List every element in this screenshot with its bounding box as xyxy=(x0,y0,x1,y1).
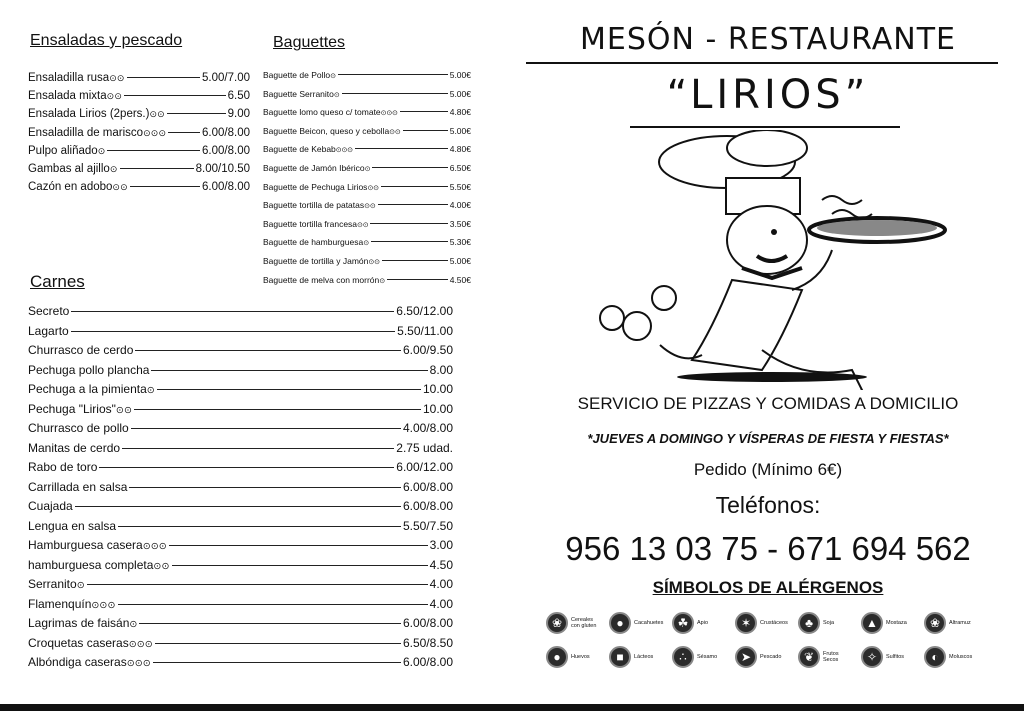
allergen-label: Lácteos xyxy=(634,654,654,660)
menu-item xyxy=(263,182,471,192)
allergen-label: Crustáceos xyxy=(760,620,788,626)
leader-line xyxy=(372,167,447,168)
menu-item-price: 6.00/8.00 xyxy=(402,655,453,669)
menu-item xyxy=(28,616,453,630)
leader-line xyxy=(155,643,401,644)
menu-item xyxy=(28,304,453,318)
menu-item-price: 6.50 xyxy=(227,90,250,103)
menu-item-price: 6.00/8.00 xyxy=(202,181,250,194)
menu-item-name: Ensalada Lirios (2pers.) xyxy=(28,108,150,121)
allergen-item xyxy=(798,646,853,668)
phone-numbers[interactable]: 956 13 03 75 - 671 694 562 xyxy=(565,530,971,567)
menu-item-price: 5.30€ xyxy=(449,237,471,248)
menu-item xyxy=(28,636,453,650)
header-line1: MESÓN - RESTAURANTE xyxy=(579,22,957,57)
menu-item xyxy=(28,343,453,357)
allergen-item xyxy=(609,612,663,634)
leader-line xyxy=(342,93,448,94)
menu-item xyxy=(263,126,471,136)
menu-item-price: 5.00€ xyxy=(449,256,471,266)
leader-line xyxy=(403,130,448,131)
menu-item-price: 4.00/8.00 xyxy=(402,421,453,435)
allergen-label: Cacahuetes xyxy=(634,620,664,626)
menu-item xyxy=(263,144,471,154)
allergen-marks: ⊙ xyxy=(363,240,369,248)
allergen-marks: ⊙ xyxy=(109,164,118,174)
menu-item xyxy=(28,181,250,193)
allergen-marks: ⊙⊙⊙ xyxy=(126,658,151,669)
menu-item-name: Hamburguesa casera xyxy=(28,538,143,552)
menu-item xyxy=(28,145,250,157)
menu-item-name: Baguette de Pechuga Lirios xyxy=(263,181,368,192)
menu-item-name: Rabo de toro xyxy=(28,460,98,474)
menu-item-name: Cuajada xyxy=(28,499,73,513)
leader-line xyxy=(135,350,401,351)
allergens-title: SÍMBOLOS DE ALÉRGENOS xyxy=(652,578,884,597)
leader-line xyxy=(151,370,427,371)
service-line: SERVICIO DE PIZZAS Y COMIDAS A DOMICILIO xyxy=(577,394,959,413)
menu-item-name: hamburguesa completa xyxy=(28,557,154,572)
menu-item-price: 4.50 xyxy=(429,557,453,572)
leader-line xyxy=(107,150,200,151)
leader-line xyxy=(338,74,448,75)
egg-icon: ● xyxy=(546,646,568,668)
menu-item-name: Carrillada en salsa xyxy=(28,479,128,494)
menu-item xyxy=(263,200,471,210)
menu-item-price: 10.00 xyxy=(422,401,453,416)
leader-line xyxy=(118,604,428,605)
allergen-marks: ⊙⊙⊙ xyxy=(142,541,167,552)
menu-item xyxy=(28,163,250,175)
leader-line xyxy=(400,111,448,112)
allergen-marks: ⊙⊙ xyxy=(115,404,132,416)
menu-item xyxy=(28,499,453,513)
menu-item-price: 6.50/12.00 xyxy=(396,304,453,318)
allergen-label: Frutos Secos xyxy=(823,651,839,663)
allergen-label: Huevos xyxy=(571,654,590,660)
allergen-marks: ⊙ xyxy=(97,145,106,156)
allergen-marks: ⊙⊙ xyxy=(368,259,380,266)
menu-item-name: Albóndiga caseras xyxy=(28,655,127,669)
menu-item-price: 5.00€ xyxy=(449,70,471,80)
menu-item xyxy=(28,90,250,102)
leader-line xyxy=(139,623,401,624)
menu-item-name: Baguette de hamburguesa xyxy=(263,237,364,248)
menu-item-price: 6.00/8.00 xyxy=(402,616,453,630)
menu-item-name: Serranito xyxy=(28,577,77,591)
menu-item-price: 5.00€ xyxy=(449,125,471,136)
menu-item-price: 4.00 xyxy=(429,577,453,591)
menu-item-price: 6.00/9.50 xyxy=(402,343,453,357)
allergen-item xyxy=(924,612,971,634)
carnes-title: Carnes xyxy=(30,272,85,291)
leader-line xyxy=(153,662,401,663)
menu-item xyxy=(28,655,453,669)
peanut-icon: ● xyxy=(609,612,631,634)
menu-item xyxy=(263,107,471,117)
allergen-marks: ⊙ xyxy=(76,580,85,591)
menu-item-name: Baguette Serranito xyxy=(263,88,334,99)
wheat-icon: ❀ xyxy=(546,612,568,634)
menu-item xyxy=(263,275,471,285)
leader-line xyxy=(71,311,394,312)
allergen-marks: ⊙⊙ xyxy=(364,203,376,211)
menu-item xyxy=(263,89,471,99)
allergen-marks: ⊙ xyxy=(330,73,336,80)
menu-item-price: 6.00/8.00 xyxy=(402,479,453,494)
minimum-order: Pedido (Mínimo 6€) xyxy=(693,460,843,479)
menu-item xyxy=(28,363,453,377)
milk-icon: ■ xyxy=(609,646,631,668)
menu-item-price: 8.00 xyxy=(429,362,453,377)
lupin-icon: ❀ xyxy=(924,612,946,634)
menu-item xyxy=(28,577,453,591)
leader-line xyxy=(134,409,421,410)
menu-item-price: 6.00/8.00 xyxy=(202,126,250,139)
allergen-marks: ⊙⊙ xyxy=(389,128,401,136)
menu-item xyxy=(263,163,471,173)
allergen-item xyxy=(861,612,907,634)
allergen-marks: ⊙⊙ xyxy=(149,109,165,120)
leader-line xyxy=(130,186,200,187)
allergen-item xyxy=(672,646,717,668)
menu-item xyxy=(263,256,471,266)
menu-item-name: Croquetas caseras xyxy=(28,635,129,650)
menu-item xyxy=(28,558,453,572)
ensaladas-title: Ensaladas y pescado xyxy=(30,32,183,49)
sesame-icon: ∴ xyxy=(672,646,694,668)
menu-item-price: 4.00€ xyxy=(449,200,471,211)
menu-item-name: Baguette de tortilla y Jamón xyxy=(263,256,369,266)
menu-item-name: Ensaladilla rusa xyxy=(28,72,110,84)
fish-icon: ➤ xyxy=(735,646,757,668)
menu-item-name: Secreto xyxy=(28,304,70,318)
menu-item-price: 4.00 xyxy=(429,596,453,611)
leader-line xyxy=(382,260,448,261)
menu-item xyxy=(28,441,453,455)
allergen-label: Apio xyxy=(697,620,709,626)
leader-line xyxy=(118,526,401,527)
allergen-marks: ⊙ xyxy=(146,385,155,396)
leader-line xyxy=(124,95,226,96)
leader-line xyxy=(370,223,447,224)
leader-line xyxy=(127,77,200,78)
menu-item-price: 9.00 xyxy=(227,108,250,121)
menu-item-name: Baguette tortilla de patatas xyxy=(263,200,365,211)
menu-item-price: 6.50€ xyxy=(449,163,471,173)
leader-line xyxy=(378,204,448,205)
menu-item-price: 5.50/11.00 xyxy=(397,323,453,338)
leader-line xyxy=(131,428,401,429)
allergen-marks: ⊙ xyxy=(333,91,340,99)
menu-item-price: 6.00/8.00 xyxy=(402,499,453,513)
baguettes-title: Baguettes xyxy=(273,34,346,51)
menu-item-name: Baguette Beicon, queso y cebolla xyxy=(263,125,390,136)
leader-line xyxy=(157,389,421,390)
allergen-label: Sésamo xyxy=(697,654,718,660)
menu-item xyxy=(28,402,453,416)
allergen-item xyxy=(672,612,708,634)
leader-line xyxy=(87,584,428,585)
allergen-marks: ⊙⊙ xyxy=(153,560,170,572)
allergen-item xyxy=(798,612,834,634)
allergen-item xyxy=(546,646,590,668)
menu-item xyxy=(28,382,453,396)
menu-item-name: Baguette tortilla francesa xyxy=(263,218,358,229)
menu-item xyxy=(28,519,453,533)
allergen-marks: ⊙⊙⊙ xyxy=(128,638,153,650)
allergen-item xyxy=(735,646,781,668)
menu-item-name: Baguette de Pollo xyxy=(263,70,331,80)
menu-item-price: 6.50/8.50 xyxy=(402,635,453,650)
leader-line xyxy=(172,565,428,566)
allergen-marks: ⊙⊙ xyxy=(106,91,123,102)
menu-item-price: 6.00/12.00 xyxy=(396,460,453,474)
leader-line xyxy=(75,506,401,507)
menu-item-price: 5.00/7.00 xyxy=(202,72,250,84)
sulphites-icon: ✧ xyxy=(861,646,883,668)
menu-item xyxy=(263,219,471,229)
leader-line xyxy=(167,113,226,114)
menu-item-name: Baguette lomo queso c/ tomate xyxy=(263,107,381,118)
allergen-marks: ⊙⊙⊙ xyxy=(335,147,353,155)
menu-item-price: 10.00 xyxy=(422,382,453,396)
menu-item xyxy=(28,597,453,611)
restaurant-name: “LIRIOS” xyxy=(666,72,870,118)
menu-item-name: Baguette de melva con morrón xyxy=(263,274,380,285)
menu-item-price: 4.80€ xyxy=(449,107,471,118)
menu-item-price: 5.50€ xyxy=(449,181,471,192)
menu-item xyxy=(263,237,471,247)
phones-label: Teléfonos: xyxy=(715,492,821,518)
allergen-marks: ⊙⊙⊙ xyxy=(91,599,116,611)
leader-line xyxy=(355,148,448,149)
allergen-label: Cereales con gluten xyxy=(571,617,597,629)
allergen-marks: ⊙⊙⊙ xyxy=(380,110,398,118)
allergen-item xyxy=(546,612,601,634)
allergen-label: Pescado xyxy=(760,654,782,660)
allergen-label: Moluscos xyxy=(949,654,973,660)
menu-item-price: 2.75 udad. xyxy=(396,440,453,455)
allergen-item xyxy=(609,646,653,668)
schedule-line: *JUEVES A DOMINGO Y VÍSPERAS DE FIESTA Y FIESTAS* xyxy=(587,431,949,446)
menu-item-name: Ensaladilla de marisco xyxy=(28,126,144,139)
menu-item-name: Baguette de Jamón Ibérico xyxy=(263,163,365,173)
menu-item-name: Lagrimas de faisán xyxy=(28,616,130,630)
allergen-marks: ⊙ xyxy=(379,277,385,285)
menu-item xyxy=(28,324,453,338)
restaurant-panel xyxy=(512,0,1024,711)
allergen-label: Mostaza xyxy=(886,620,907,626)
mollusc-icon: ◐ xyxy=(924,646,946,668)
menu-item xyxy=(28,460,453,474)
allergen-item xyxy=(861,646,904,668)
menu-item xyxy=(28,421,453,435)
menu-item-name: Lagarto xyxy=(28,323,69,338)
menu-item-price: 4.50€ xyxy=(449,274,471,285)
menu-item-name: Ensalada mixta xyxy=(28,90,107,103)
leader-line xyxy=(71,331,395,332)
allergen-marks: ⊙⊙ xyxy=(367,184,379,192)
allergen-marks: ⊙ xyxy=(129,619,138,630)
nuts-icon: ❦ xyxy=(798,646,820,668)
menu-item-name: Pulpo aliñado xyxy=(28,144,98,157)
menu-item-name: Baguette de Kebab xyxy=(263,144,336,155)
menu-item-price: 3.00 xyxy=(429,538,453,552)
allergen-marks: ⊙⊙⊙ xyxy=(143,127,167,138)
allergen-marks: ⊙⊙ xyxy=(109,73,125,83)
menu-item-price: 8.00/10.50 xyxy=(195,163,250,175)
leader-line xyxy=(99,467,394,468)
menu-item xyxy=(263,70,471,80)
leader-line xyxy=(169,545,428,546)
menu-item-name: Pechuga pollo plancha xyxy=(28,362,150,377)
mustard-icon: ▲ xyxy=(861,612,883,634)
leader-line xyxy=(122,448,394,449)
crab-icon: ✶ xyxy=(735,612,757,634)
menu-item-name: Flamenquín xyxy=(28,596,92,611)
soy-icon: ♣ xyxy=(798,612,820,634)
menu-item-name: Lengua en salsa xyxy=(28,518,117,533)
menu-item-name: Gambas al ajillo xyxy=(28,163,110,175)
allergen-label: Sulfitos xyxy=(886,654,905,660)
leader-line xyxy=(387,279,448,280)
menu-item xyxy=(28,538,453,552)
allergen-item xyxy=(735,612,788,634)
menu-item-name: Pechuga "Lirios" xyxy=(28,401,116,416)
menu-item xyxy=(28,108,250,120)
menu-item-name: Manitas de cerdo xyxy=(28,440,121,455)
menu-item xyxy=(28,72,250,84)
menu-item-name: Churrasco de pollo xyxy=(28,421,129,435)
leader-line xyxy=(168,132,200,133)
name-underline xyxy=(630,126,900,128)
leader-line xyxy=(120,168,194,169)
allergen-marks: ⊙ xyxy=(364,166,371,173)
chef-pizza-illustration xyxy=(552,130,972,390)
menu-item-name: Churrasco de cerdo xyxy=(28,343,134,357)
menu-item-price: 6.00/8.00 xyxy=(202,144,250,157)
allergen-marks: ⊙⊙ xyxy=(357,221,369,229)
menu-item xyxy=(28,480,453,494)
leader-line xyxy=(381,186,448,187)
menu-item-price: 4.80€ xyxy=(449,144,471,155)
menu-item-price: 5.00€ xyxy=(449,88,471,99)
allergen-label: Altramuz xyxy=(949,620,971,626)
menu-item-name: Cazón en adobo xyxy=(28,181,113,194)
menu-item-price: 3.50€ xyxy=(449,218,471,229)
allergen-marks: ⊙⊙ xyxy=(112,182,128,193)
allergen-item xyxy=(924,646,972,668)
celery-icon: ☘ xyxy=(672,612,694,634)
menu-item-name: Pechuga a la pimienta xyxy=(28,382,147,396)
header-divider xyxy=(526,62,998,64)
allergen-label: Soja xyxy=(823,620,835,626)
menu-item xyxy=(28,127,250,139)
leader-line xyxy=(371,241,448,242)
bottom-border xyxy=(0,704,1024,711)
menu-item-price: 5.50/7.50 xyxy=(402,518,453,533)
leader-line xyxy=(129,487,401,488)
